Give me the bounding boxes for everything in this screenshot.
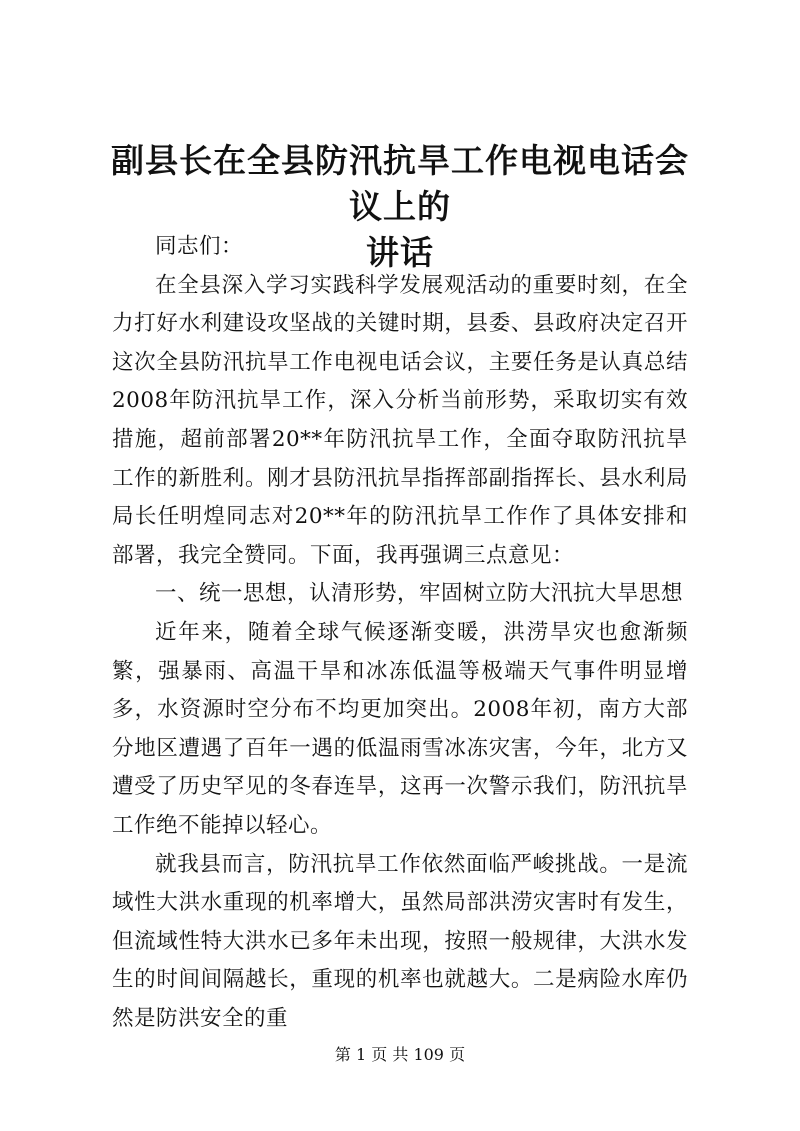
paragraph-intro: 在全县深入学习实践科学发展观活动的重要时刻，在全力打好水利建设攻坚战的关键时期，县委、县政府决定召开这次全县防汛抗旱工作电视电话会议，主要任务是认真总结2008年防汛抗旱工作，深入分析当前形势，采取切实有效措施，超前部署20**年防汛抗旱工作，全面夺取防汛抗旱工作的新胜利。刚才县防汛抗旱指挥部副指挥长、县水利局局长任明煌同志对20**年的防汛抗旱工作作了具体安排和部署，我完全赞同。下面，我再强调三点意见： [112, 272, 688, 568]
paragraph-county: 就我县而言，防汛抗旱工作依然面临严峻挑战。一是流域性大洪水重现的机率增大，虽然局部洪涝灾害时有发生，但流域性特大洪水已多年未出现，按照一般规律，大洪水发生的时间间隔越长，重现的机率也就越大。二是病险水库仍然是防洪安全的重 [112, 851, 688, 1031]
title-line-2: 讲话 [366, 233, 434, 272]
section-heading-1: 一、统一思想，认清形势，牢固树立防大汛抗大旱思想 [155, 581, 684, 607]
paragraph-climate: 近年来，随着全球气候逐渐变暖，洪涝旱灾也愈渐频繁，强暴雨、高温干旱和冰冻低温等极端天气事件明显增多，水资源时空分布不均更加突出。2008年初，南方大部分地区遭遇了百年一遇的低温雨雪冰冻灾害，今年，北方又遭受了历史罕见的冬春连旱，这再一次警示我们，防汛抗旱工作绝不能掉以轻心。 [112, 619, 688, 838]
document-body [112, 228, 688, 1038]
page-footer: 第 1 页 共 109 页 [334, 1045, 466, 1064]
title-line-1: 副县长在全县防汛抗旱工作电视电话会议上的 [111, 141, 689, 226]
salutation: 同志们： [155, 234, 244, 259]
